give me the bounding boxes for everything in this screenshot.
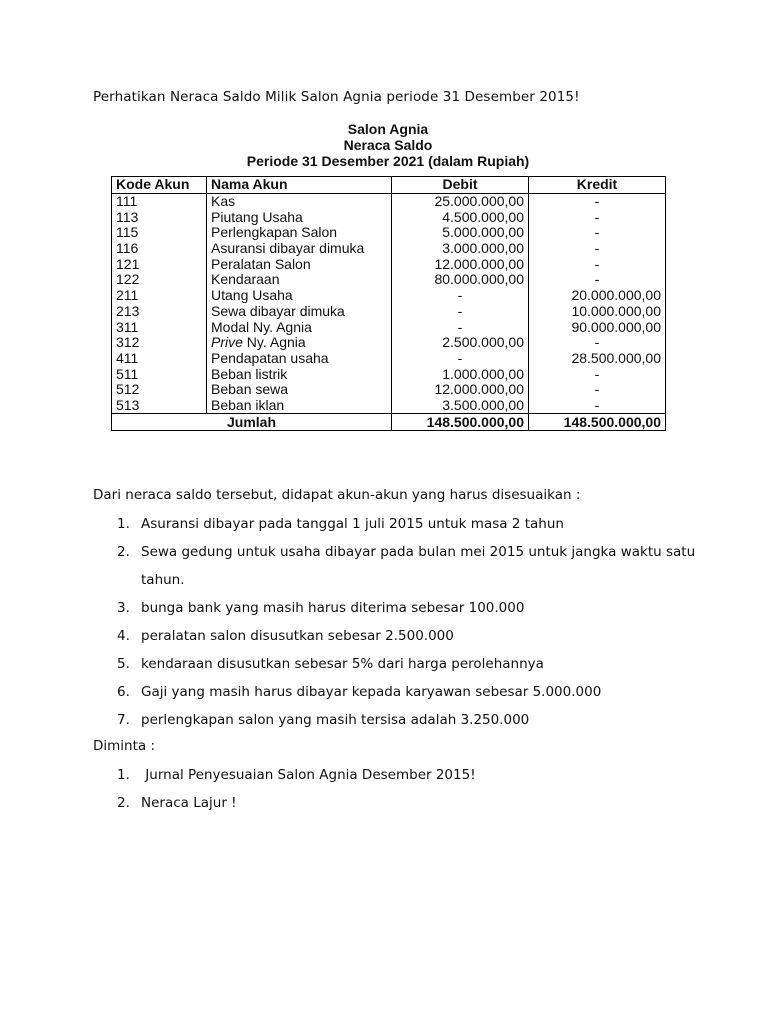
cell-kode: 512 [112, 382, 207, 398]
cell-kode: 115 [112, 225, 207, 241]
task-item [117, 795, 237, 811]
table-row [112, 256, 666, 272]
cell-kredit: - [529, 256, 666, 272]
table-row [112, 225, 666, 241]
header-kode-akun: Kode Akun [112, 177, 207, 194]
cell-kredit: - [529, 272, 666, 288]
header-nama-akun: Nama Akun [207, 177, 392, 194]
cell-debit: 80.000.000,00 [392, 272, 529, 288]
cell-debit: 5.000.000,00 [392, 225, 529, 241]
table-row [112, 288, 666, 304]
table-row [112, 304, 666, 320]
item-text: Neraca Lajur ! [141, 795, 237, 811]
cell-nama: Sewa dibayar dimuka [207, 304, 392, 320]
cell-kredit: - [529, 225, 666, 241]
adjustment-item [117, 712, 529, 728]
cell-nama: Utang Usaha [207, 288, 392, 304]
table-header-row [112, 177, 666, 194]
adjustment-item [117, 600, 524, 616]
item-text: perlengkapan salon yang masih tersisa adalah 3.250.000 [141, 712, 530, 728]
cell-kredit: 28.500.000,00 [529, 351, 666, 367]
cell-nama: Perlengkapan Salon [207, 225, 392, 241]
task-item [117, 767, 476, 783]
total-kredit: 148.500.000,00 [529, 414, 666, 431]
cell-nama: Asuransi dibayar dimuka [207, 241, 392, 257]
cell-kredit: 10.000.000,00 [529, 304, 666, 320]
table-row [112, 209, 666, 225]
cell-nama-rest: Ny. Agnia [242, 334, 306, 351]
table-body [112, 193, 666, 430]
item-number: 7. [117, 712, 130, 728]
item-number: 1. [117, 516, 130, 532]
total-label: Jumlah [112, 414, 392, 431]
cell-nama [207, 335, 392, 351]
adjustment-item [117, 628, 454, 644]
table-title-company: Salon Agnia [347, 121, 429, 137]
cell-debit: - [392, 319, 529, 335]
trial-balance-table [111, 176, 666, 431]
item-text: bunga bank yang masih harus diterima sebesar 100.000 [141, 600, 525, 616]
cell-kode: 513 [112, 398, 207, 414]
item-text: Gaji yang masih harus dibayar kepada karyawan sebesar 5.000.000 [141, 684, 602, 700]
table-title-period: Periode 31 Desember 2021 (dalam Rupiah) [246, 153, 530, 169]
cell-debit: 1.000.000,00 [392, 366, 529, 382]
cell-kode: 116 [112, 241, 207, 257]
table-row [112, 366, 666, 382]
cell-nama: Kas [207, 193, 392, 209]
adjustments-intro: Dari neraca saldo tersebut, didapat akun-akun yang harus disesuaikan : [93, 487, 581, 503]
cell-debit: - [392, 304, 529, 320]
cell-kredit: - [529, 193, 666, 209]
cell-kode: 411 [112, 351, 207, 367]
table-row [112, 398, 666, 414]
item-text: kendaraan disusutkan sebesar 5% dari harga perolehannya [141, 656, 544, 672]
cell-kredit: 20.000.000,00 [529, 288, 666, 304]
cell-kredit: - [529, 398, 666, 414]
item-number: 2. [117, 544, 130, 560]
cell-kredit: 90.000.000,00 [529, 319, 666, 335]
item-text: Sewa gedung untuk usaha dibayar pada bulan mei 2015 untuk jangka waktu satu [141, 544, 696, 560]
item-text: Asuransi dibayar pada tanggal 1 juli 2015 untuk masa 2 tahun [141, 516, 564, 532]
table-total-row [112, 414, 666, 431]
cell-debit: - [392, 288, 529, 304]
cell-nama: Beban listrik [207, 366, 392, 382]
item-number: 6. [117, 684, 130, 700]
cell-nama: Beban sewa [207, 382, 392, 398]
cell-kredit: - [529, 241, 666, 257]
table-row [112, 272, 666, 288]
cell-debit: 12.000.000,00 [392, 256, 529, 272]
cell-kode: 211 [112, 288, 207, 304]
table-row [112, 193, 666, 209]
cell-nama-italic: Prive [211, 334, 243, 351]
item-text-continued: tahun. [141, 572, 185, 588]
cell-kode: 311 [112, 319, 207, 335]
adjustment-item [117, 684, 601, 700]
item-number: 1. [117, 767, 130, 783]
table-row [112, 319, 666, 335]
cell-debit: 3.000.000,00 [392, 241, 529, 257]
intro-text: Perhatikan Neraca Saldo Milik Salon Agnia periode 31 Desember 2015! [93, 89, 580, 105]
cell-nama: Peralatan Salon [207, 256, 392, 272]
item-number: 3. [117, 600, 130, 616]
cell-kode: 511 [112, 366, 207, 382]
adjustment-item [117, 656, 544, 672]
cell-kode: 121 [112, 256, 207, 272]
cell-kredit: - [529, 335, 666, 351]
header-debit: Debit [392, 177, 529, 194]
adjustment-item [117, 516, 564, 532]
table-row [112, 351, 666, 367]
cell-kode: 312 [112, 335, 207, 351]
cell-debit: 4.500.000,00 [392, 209, 529, 225]
cell-kode: 113 [112, 209, 207, 225]
cell-kredit: - [529, 382, 666, 398]
cell-kredit: - [529, 366, 666, 382]
cell-nama: Modal Ny. Agnia [207, 319, 392, 335]
header-kredit: Kredit [529, 177, 666, 194]
cell-debit: 25.000.000,00 [392, 193, 529, 209]
item-text: Jurnal Penyesuaian Salon Agnia Desember 2015! [141, 767, 476, 783]
cell-kode: 111 [112, 193, 207, 209]
cell-kode: 122 [112, 272, 207, 288]
diminta-label: Diminta : [93, 738, 156, 754]
cell-debit: 2.500.000,00 [392, 335, 529, 351]
cell-kredit: - [529, 209, 666, 225]
cell-nama: Piutang Usaha [207, 209, 392, 225]
cell-kode: 213 [112, 304, 207, 320]
cell-nama: Kendaraan [207, 272, 392, 288]
total-debit: 148.500.000,00 [392, 414, 529, 431]
item-number: 4. [117, 628, 130, 644]
cell-nama: Beban iklan [207, 398, 392, 414]
table-row [112, 382, 666, 398]
item-number: 5. [117, 656, 130, 672]
cell-debit: - [392, 351, 529, 367]
table-title-report: Neraca Saldo [343, 137, 433, 153]
item-text: peralatan salon disusutkan sebesar 2.500.000 [141, 628, 454, 644]
cell-debit: 3.500.000,00 [392, 398, 529, 414]
table-row [112, 335, 666, 351]
cell-debit: 12.000.000,00 [392, 382, 529, 398]
item-number: 2. [117, 795, 130, 811]
table-row [112, 241, 666, 257]
adjustment-item [117, 544, 695, 560]
cell-nama: Pendapatan usaha [207, 351, 392, 367]
